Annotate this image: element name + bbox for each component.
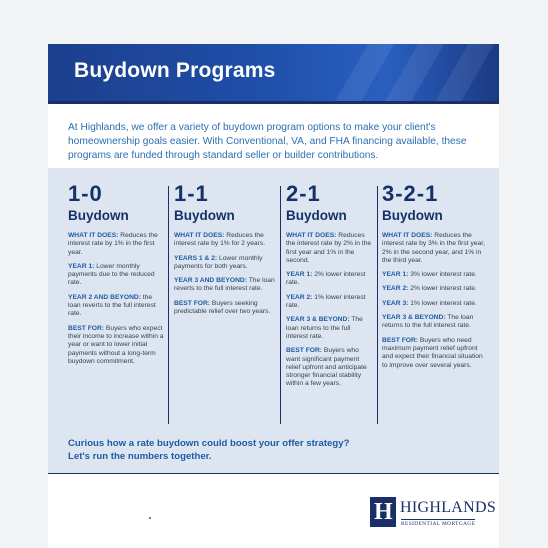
detail-label: YEAR 3 & BEYOND: xyxy=(286,316,350,324)
call-to-action xyxy=(68,437,468,463)
column-divider xyxy=(168,186,169,424)
program-column-2-1 xyxy=(286,182,372,466)
column-divider xyxy=(280,186,281,424)
program-subtitle: Buydown xyxy=(68,208,129,223)
program-detail xyxy=(68,325,166,366)
program-detail xyxy=(286,347,372,388)
title-banner xyxy=(48,44,499,101)
detail-text: Buyers seeking predictable relief over two years. xyxy=(174,299,271,316)
detail-text: The loan returns to the full interest rate. xyxy=(286,316,363,340)
program-subtitle: Buydown xyxy=(286,208,347,223)
stray-dot xyxy=(149,517,151,519)
program-detail xyxy=(174,300,276,317)
detail-label: YEAR 2: xyxy=(286,293,313,301)
page-title: Buydown Programs xyxy=(74,59,276,82)
detail-label: WHAT IT DOES: xyxy=(286,232,337,239)
detail-text: Buyers who want significant payment relief upfront and anticipate stronger financial stability within a few years. xyxy=(286,347,367,388)
program-number: 2-1 xyxy=(286,181,321,206)
program-subtitle: Buydown xyxy=(382,208,443,223)
logo-mark-icon: H xyxy=(370,497,396,527)
detail-label: YEAR 3 AND BEYOND: xyxy=(174,277,247,285)
detail-label: BEST FOR: xyxy=(174,299,211,307)
detail-label: YEAR 3 & BEYOND: xyxy=(382,314,446,322)
detail-text: Reduces the interest rate by 3% in the first year, 2% in the second year, and 1% in the third year. xyxy=(382,232,485,264)
detail-text: Reduces the interest rate by 2% in the first year and 1% in the second. xyxy=(286,232,372,264)
detail-text: 2% lower interest rate. xyxy=(408,285,477,293)
footer-rule xyxy=(48,473,499,474)
detail-label: BEST FOR: xyxy=(382,336,419,344)
detail-label: YEAR 1: xyxy=(68,262,95,270)
program-columns xyxy=(48,168,499,474)
program-detail xyxy=(382,300,488,308)
detail-text: the loan reverts to the full interest rate. xyxy=(68,293,156,318)
program-detail xyxy=(286,294,372,311)
detail-label: YEAR 1: xyxy=(382,271,409,279)
detail-label: WHAT IT DOES: xyxy=(68,232,119,239)
program-detail xyxy=(174,232,276,249)
detail-label: YEARS 1 & 2: xyxy=(174,254,218,262)
detail-text: Buyers who expect their income to increase within a year or want to lower initial payments without a long-term buydown commitment. xyxy=(68,324,164,365)
program-detail xyxy=(382,285,488,293)
cta-line-2: Let's run the numbers together. xyxy=(68,451,212,462)
detail-text: 2% lower interest rate. xyxy=(286,271,366,287)
detail-text: The loan returns to the full interest rate. xyxy=(382,314,474,330)
detail-text: Reduces the interest rate by 1% for 2 years. xyxy=(174,232,266,248)
detail-text: Lower monthly payments for both years. xyxy=(174,254,263,270)
cta-line-1: Curious how a rate buydown could boost your offer strategy? xyxy=(68,438,350,449)
program-detail xyxy=(68,232,166,257)
detail-text: 1% lower interest rate. xyxy=(408,299,477,307)
program-detail xyxy=(382,337,488,370)
program-number: 1-0 xyxy=(68,181,103,206)
highlands-logo xyxy=(370,497,497,531)
program-number: 1-1 xyxy=(174,181,209,206)
program-number: 3-2-1 xyxy=(382,181,439,206)
program-detail xyxy=(286,316,372,341)
detail-text: Lower monthly payments due to the reduced rate. xyxy=(68,262,155,287)
program-column-1-1 xyxy=(174,182,276,466)
intro-paragraph: At Highlands, we offer a variety of buydown program options to make your client's homeownership goals easier. With Conventional, VA, and FHA financing available, these programs are funded through standard seller or builder contributions. xyxy=(68,122,467,161)
detail-text: 3% lower interest rate. xyxy=(408,271,477,279)
banner-underline xyxy=(48,101,499,104)
logo-tagline: RESIDENTIAL MORTGAGE xyxy=(401,521,476,527)
program-detail xyxy=(382,314,488,331)
program-detail xyxy=(174,277,276,294)
detail-label: YEAR 2 AND BEYOND: xyxy=(68,293,141,301)
detail-label: WHAT IT DOES: xyxy=(174,232,225,239)
program-detail xyxy=(174,255,276,272)
detail-label: YEAR 1: xyxy=(286,271,313,279)
program-column-1-0 xyxy=(68,182,166,466)
detail-text: Reduces the interest rate by 1% in the first year. xyxy=(68,232,158,256)
logo-name: HIGHLANDS xyxy=(400,499,497,516)
program-detail xyxy=(68,294,166,319)
program-detail xyxy=(382,232,488,265)
program-detail xyxy=(286,232,372,265)
program-column-3-2-1 xyxy=(382,182,488,466)
detail-label: YEAR 2: xyxy=(382,285,409,293)
program-detail xyxy=(286,271,372,288)
column-divider xyxy=(377,186,378,424)
detail-text: Buyers who need maximum payment relief upfront and expect their financial situation to improve over several years. xyxy=(382,336,483,369)
program-detail xyxy=(382,271,488,279)
program-detail xyxy=(68,263,166,288)
program-subtitle: Buydown xyxy=(174,208,235,223)
detail-label: YEAR 3: xyxy=(382,299,409,307)
flyer-page xyxy=(48,44,499,548)
detail-label: BEST FOR: xyxy=(286,347,323,355)
detail-label: BEST FOR: xyxy=(68,324,105,332)
detail-text: 1% lower interest rate. xyxy=(286,293,366,310)
detail-text: The loan reverts to the full interest rate. xyxy=(174,277,275,293)
detail-label: WHAT IT DOES: xyxy=(382,232,433,239)
